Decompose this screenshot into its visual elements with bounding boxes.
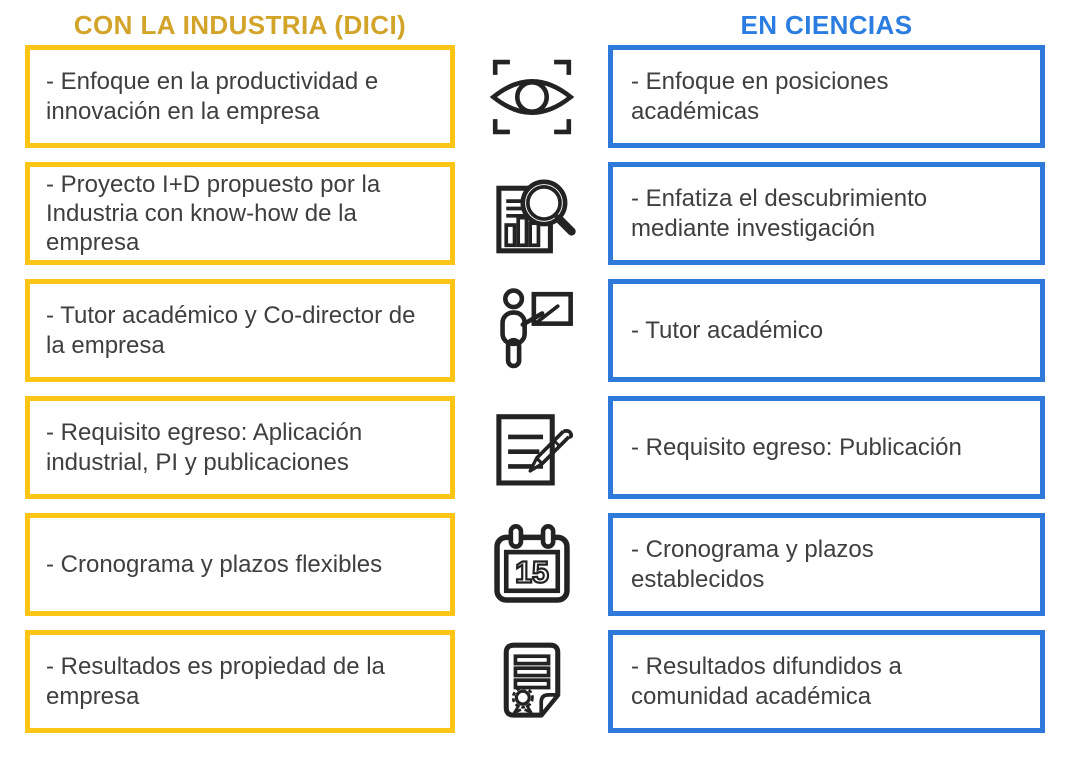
industry-column-title: CON LA INDUSTRIA (DICI) [73, 10, 407, 40]
industry-box-focus [25, 45, 455, 148]
science-column-title: EN CIENCIAS [740, 10, 913, 40]
science-box-tutor [608, 279, 1045, 382]
industry-box-tutor-text: - Tutor académico y Co-director de la empresa [46, 302, 416, 359]
science-box-requirement-text: - Requisito egreso: Publicación [631, 433, 962, 461]
industry-box-project [25, 162, 455, 265]
science-box-discovery [608, 162, 1045, 265]
certificate-icon [455, 630, 608, 733]
header [25, 0, 1080, 45]
industry-box-results-text: - Resultados es propiedad de la empresa [46, 653, 385, 710]
document-pen-icon [455, 396, 608, 499]
eye-focus-icon [455, 45, 608, 148]
industry-box-focus-text: - Enfoque en la productividad e innovación en la empresa [46, 68, 379, 125]
science-box-results-text: - Resultados difundidos a comunidad académica [631, 653, 902, 710]
science-box-discovery-text: - Enfatiza el descubrimiento mediante investigación [631, 185, 928, 242]
science-box-tutor-text: - Tutor académico [631, 316, 824, 344]
industry-box-schedule [25, 513, 455, 616]
science-box-requirement [608, 396, 1045, 499]
industry-box-tutor [25, 279, 455, 382]
calendar-day: 15 [514, 555, 549, 589]
presenter-icon [455, 279, 608, 382]
comparison-grid [25, 45, 1080, 733]
science-box-focus-text: - Enfoque en posiciones académicas [631, 68, 889, 125]
science-box-results [608, 630, 1045, 733]
industry-box-results [25, 630, 455, 733]
science-box-schedule [608, 513, 1045, 616]
industry-box-schedule-text: - Cronograma y plazos flexibles [46, 550, 383, 578]
industry-box-project-text: - Proyecto I+D propuesto por la Industria con know-how de la empresa [46, 170, 381, 257]
document-search-icon [455, 162, 608, 265]
industry-box-requirement-text: - Requisito egreso: Aplicación industrial, PI y publicaciones [46, 419, 363, 476]
science-box-schedule-text: - Cronograma y plazos establecidos [631, 536, 874, 593]
science-box-focus [608, 45, 1045, 148]
calendar-icon [455, 513, 608, 616]
industry-box-requirement [25, 396, 455, 499]
